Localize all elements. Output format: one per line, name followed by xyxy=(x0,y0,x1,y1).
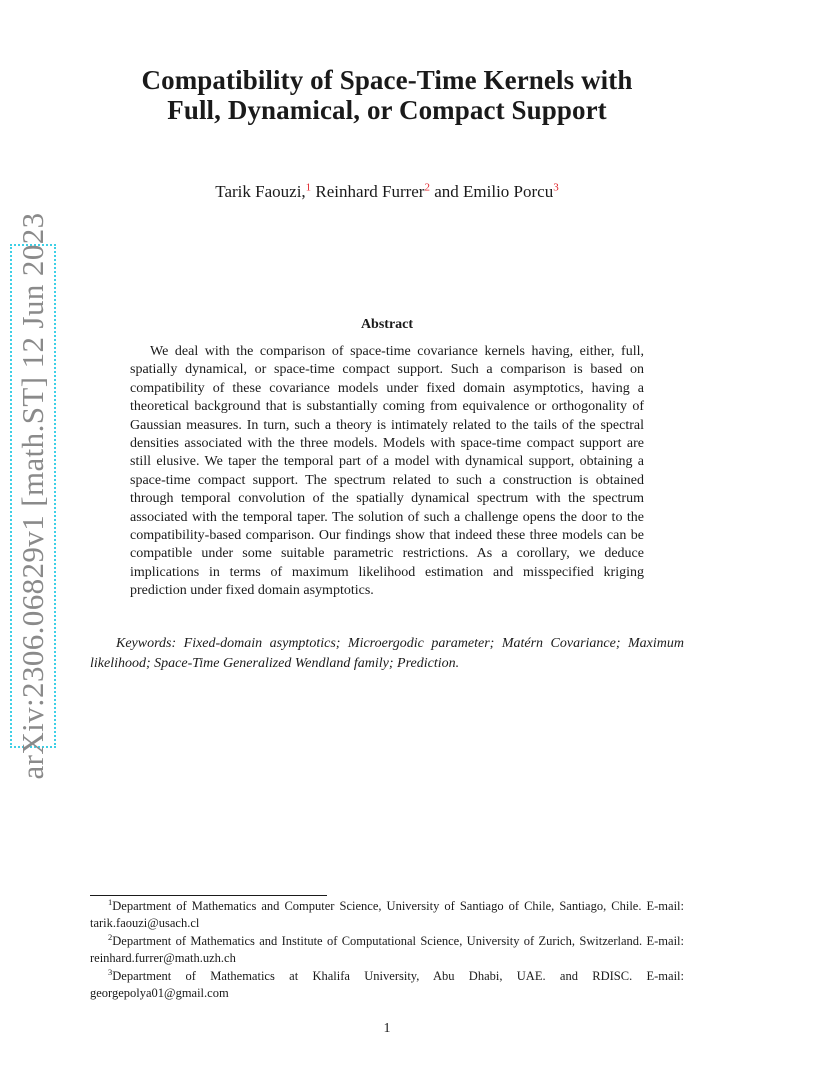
footnote-mark: 3 xyxy=(108,966,113,977)
author-footnote-mark[interactable]: 1 xyxy=(305,181,312,194)
title-line-1: Compatibility of Space-Time Kernels with xyxy=(141,65,633,95)
footnote-text: Department of Mathematics at Khalifa University, Abu Dhabi, UAE. and RDISC. E-mail: georgepolya01@gmail.com xyxy=(90,969,684,1000)
author-list xyxy=(60,180,714,204)
abstract-heading: Abstract xyxy=(360,317,414,332)
author-name: Emilio Porcu xyxy=(463,182,554,201)
footnote xyxy=(90,898,684,932)
footnote-text: Department of Mathematics and Computer Science, University of Santiago of Chile, Santiago, Chile. E-mail: tarik.faouzi@usach.cl xyxy=(90,899,684,930)
footnote-text: Department of Mathematics and Institute of Computational Science, University of Zurich, Switzerland. E-mail: reinhard.furrer@math.uzh.ch xyxy=(90,934,684,965)
author-joiner: and xyxy=(434,182,459,201)
author-footnote-mark[interactable]: 2 xyxy=(424,181,430,194)
title-line-2: Full, Dynamical, or Compact Support xyxy=(167,95,607,125)
footnotes xyxy=(90,898,684,1003)
paper-title xyxy=(60,65,714,125)
author-footnote-mark[interactable]: 3 xyxy=(553,181,559,194)
footnote-mark: 1 xyxy=(108,896,113,907)
footnote-divider xyxy=(90,895,327,896)
footnote xyxy=(90,933,684,967)
author-name: Reinhard Furrer xyxy=(315,182,425,201)
arxiv-stamp[interactable] xyxy=(10,212,56,780)
keywords: Keywords: Fixed-domain asymptotics; Microergodic parameter; Matérn Covariance; Maximum likelihood; Space-Time Generalized Wendland family; Prediction. xyxy=(90,636,684,671)
author-name: Tarik Faouzi, xyxy=(215,182,306,201)
footnote-mark: 2 xyxy=(108,931,113,942)
footnote xyxy=(90,968,684,1002)
abstract-text: We deal with the comparison of space-time covariance kernels having, either, full, spatially dynamical, or space-time compact support. Such a comparison is based on compatibility of these covariance models under fixed domain asymptotics, having a theoretical background that is substantially coming from equivalence or orthogonality of Gaussian measures. In turn, such a theory is intimately related to the tails of the spectral densities associated with the three models. Models with space-time compact support are still elusive. We taper the temporal part of a model with dynamical support, obtaining a space-time compact support. The spectrum related to such a construction is obtained through temporal convolution of the spatially dynamical spectrum with the spectrum associated with the temporal taper. The solution of such a challenge opens the door to the compatibility-based comparison. Our findings show that indeed these three models can be compatible under some suitable parametric restrictions. As a corollary, we deduce implications in terms of maximum likelihood estimation and misspecified kriging prediction under fixed domain asymptotics. xyxy=(130,344,644,599)
page-number: 1 xyxy=(383,1021,391,1036)
arxiv-identifier: arXiv:2306.06829v1 [math.ST] 12 Jun 2023 xyxy=(15,212,50,780)
